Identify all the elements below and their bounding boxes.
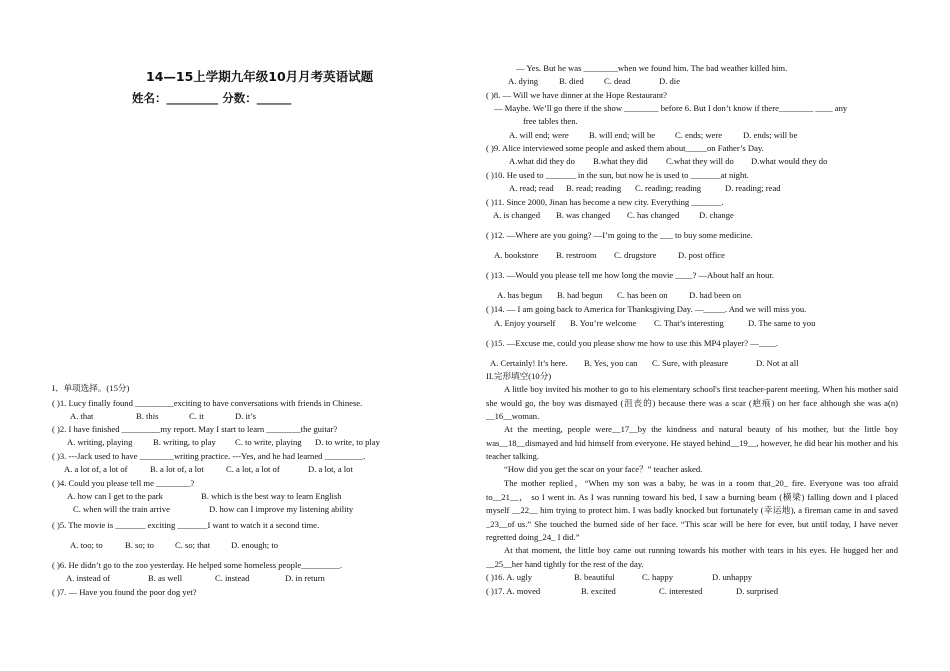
option: C. reading; reading (635, 183, 702, 193)
option: C. to write, playing (235, 437, 302, 447)
option: A. is changed (493, 210, 541, 220)
option: B. died (559, 76, 584, 86)
question-8-cont2: free tables then. (523, 116, 578, 126)
question-15-options (490, 358, 798, 369)
option: A. will end; were (509, 130, 569, 140)
question-7-cont: — Yes. But he was ________when we found him. The bad weather killed him. (516, 63, 788, 73)
option: C. instead (215, 573, 250, 583)
option: D.what would they do (751, 156, 828, 166)
option: D. reading; read (725, 183, 781, 193)
question-13: ( )13. —Would you please tell me how long the movie ____? —About half an hour. (486, 270, 774, 280)
question-12: ( )12. —Where are you going? —I’m going to the ___ to buy some medicine. (486, 230, 753, 240)
option: B. restroom (556, 250, 597, 260)
question-5: ( )5. The movie is _______ exciting _______I want to watch it a second time. (52, 520, 320, 530)
question-11: ( )11. Since 2000, Jinan has become a new city. Everything _______. (486, 197, 724, 207)
question-9-options (509, 156, 827, 167)
question-7-options (508, 76, 680, 87)
question-2-options (67, 437, 380, 448)
passage-paragraph-4: The mother replied，“When my son was a baby, he was in a room that_20_ fire. Everyone was too afraid to__21__， so I went in. As I was running toward his bed, I saw a burning beam (横梁) falling down and I placed myself __22__ him trying to protect him. I was badly knocked but fortunately (幸运地), a fireman came in and saved _23__of us.” She touched the burned side of her face. “This scar will be here for ever, but until today, I have never regretted doing_24_ I did.” (486, 478, 898, 542)
passage-paragraph-2: At the meeting, people were__17__by the kindness and natural beauty of his mother, but the little boy was__18__dismayed and hid himself from everyone. He stayed behind__19__, however, he did hear his mother and his teacher talking. (486, 424, 898, 461)
question-14: ( )14. — I am going back to America for Thanksgiving Day. —_____. And we will miss you. (486, 304, 807, 314)
option: A. how can I get to the park (67, 491, 163, 501)
option: A. writing, playing (67, 437, 133, 447)
question-15: ( )15. —Excuse me, could you please show me how to use this MP4 player? —____. (486, 338, 779, 348)
question-4: ( )4. Could you please tell me ________? (52, 478, 195, 488)
option: D. unhappy (712, 572, 753, 582)
option: B. so; to (125, 540, 154, 550)
option: D. The same to you (748, 318, 816, 328)
option: C.what they will do (666, 156, 734, 166)
option: B. was changed (556, 210, 611, 220)
option: D. a lot, a lot (308, 464, 353, 474)
question-13-options (497, 290, 741, 301)
option: B. beautiful (574, 572, 615, 582)
question-11-options (493, 210, 734, 221)
option: D. Not at all (756, 358, 799, 368)
option: D. had been on (689, 290, 742, 300)
section-heading-cloze: II.完形填空(10分) (486, 371, 552, 381)
question-2: ( )2. I have finished _________my report. May I start to learn ________the guitar? (52, 424, 338, 434)
option: C. so; that (175, 540, 211, 550)
option: B. this (136, 411, 159, 421)
question-3-options (64, 464, 353, 475)
question-6-options (66, 573, 325, 584)
question-17 (486, 586, 778, 597)
option: C. Sure, with pleasure (652, 358, 729, 368)
option: C. That’s interesting (654, 318, 724, 328)
option: A. bookstore (494, 250, 539, 260)
question-9: ( )9. Alice interviewed some people and asked them about_____on Father’s Day. (486, 143, 764, 153)
option: D. how can I improve my listening ability (209, 504, 354, 514)
option: B. had begun (557, 290, 603, 300)
option: B.what they did (593, 156, 648, 166)
option: C. a lot, a lot of (226, 464, 280, 474)
option: C. has changed (627, 210, 680, 220)
name-score-line: 姓名：_________ 分数：______ (132, 91, 292, 105)
section-heading: I、单项选择。(15分) (52, 383, 130, 393)
question-6: ( )6. He didn’t go to the zoo yesterday. He helped some homeless people_________. (52, 560, 342, 570)
option: B. read; reading (566, 183, 622, 193)
option: A. Certainly! It’s here. (490, 358, 568, 368)
option: D. change (699, 210, 734, 220)
option: A.what did they do (509, 156, 575, 166)
option: B. excited (581, 586, 616, 596)
option: A. dying (508, 76, 539, 86)
question-7: ( )7. — Have you found the poor dog yet? (52, 587, 197, 597)
option: ( )17. A. moved (486, 586, 541, 596)
option: B. will end; will be (589, 130, 656, 140)
option: B. a lot of, a lot (150, 464, 204, 474)
option: C. drugstore (614, 250, 657, 260)
option: C. has been on (617, 290, 668, 300)
question-12-options (494, 250, 725, 261)
question-8: ( )8. — Will we have dinner at the Hope Restaurant? (486, 90, 668, 100)
question-8-options (509, 130, 797, 141)
option: A. a lot of, a lot of (64, 464, 128, 474)
option: D. enough; to (231, 540, 279, 550)
question-14-options (494, 318, 815, 329)
option: A. has begun (497, 290, 543, 300)
option: D. it’s (235, 411, 257, 421)
option: C. interested (659, 586, 703, 596)
option: D. surprised (736, 586, 779, 596)
question-1-options (70, 411, 256, 422)
option: A. Enjoy yourself (494, 318, 556, 328)
option: C. ends; were (675, 130, 723, 140)
option: B. which is the best way to learn English (201, 491, 342, 501)
option: C. dead (604, 76, 631, 86)
question-16 (486, 572, 752, 583)
option: B. Yes, you can (584, 358, 638, 368)
exam-title: 14—15上学期九年级10月月考英语试题 (146, 69, 374, 84)
option: C. it (189, 411, 204, 421)
option: A. too; to (70, 540, 103, 550)
option: B. You’re welcome (570, 318, 637, 328)
passage-paragraph-1: A little boy invited his mother to go to his elementary school's first teacher-parent meeting. When his mother said she would go, the boy was dismayed (沮丧的) because there was a scar (疤痕) on her face although she was a(n) __16__woman. (486, 384, 898, 421)
option: D. die (659, 76, 681, 86)
question-10-options (509, 183, 781, 194)
question-3: ( )3. ---Jack used to have ________writing practice. ---Yes, and he had learned _________. (52, 451, 366, 461)
option: B. as well (148, 573, 183, 583)
option: D. to write, to play (315, 437, 380, 447)
option: C. when will the train arrive (73, 504, 170, 514)
option: C. happy (642, 572, 674, 582)
question-1: ( )1. Lucy finally found _________exciting to have conversations with friends in Chinese. (52, 398, 363, 408)
passage-paragraph-3: “How did you get the scar on your face？” teacher asked. (504, 464, 703, 474)
option: B. writing, to play (153, 437, 216, 447)
question-4-options-1 (67, 491, 342, 502)
option: ( )16. A. ugly (486, 572, 533, 582)
question-8-cont: — Maybe. We’ll go there if the show ________ before 6. But I don’t know if there________ ____ any (494, 103, 848, 113)
option: D. in return (285, 573, 325, 583)
option: A. instead of (66, 573, 111, 583)
question-5-options (70, 540, 278, 551)
passage-paragraph-5: At that moment, the little boy came out running towards his mother with tears in his eyes. He hugged her and __25__her hand tightly for the rest of the day. (486, 545, 898, 569)
option: D. ends; will be (743, 130, 798, 140)
option: D. post office (678, 250, 725, 260)
option: A. read; read (509, 183, 554, 193)
option: A. that (70, 411, 94, 421)
question-10: ( )10. He used to _______ in the sun, but now he is used to _______at night. (486, 170, 749, 180)
question-4-options-2 (73, 504, 353, 515)
